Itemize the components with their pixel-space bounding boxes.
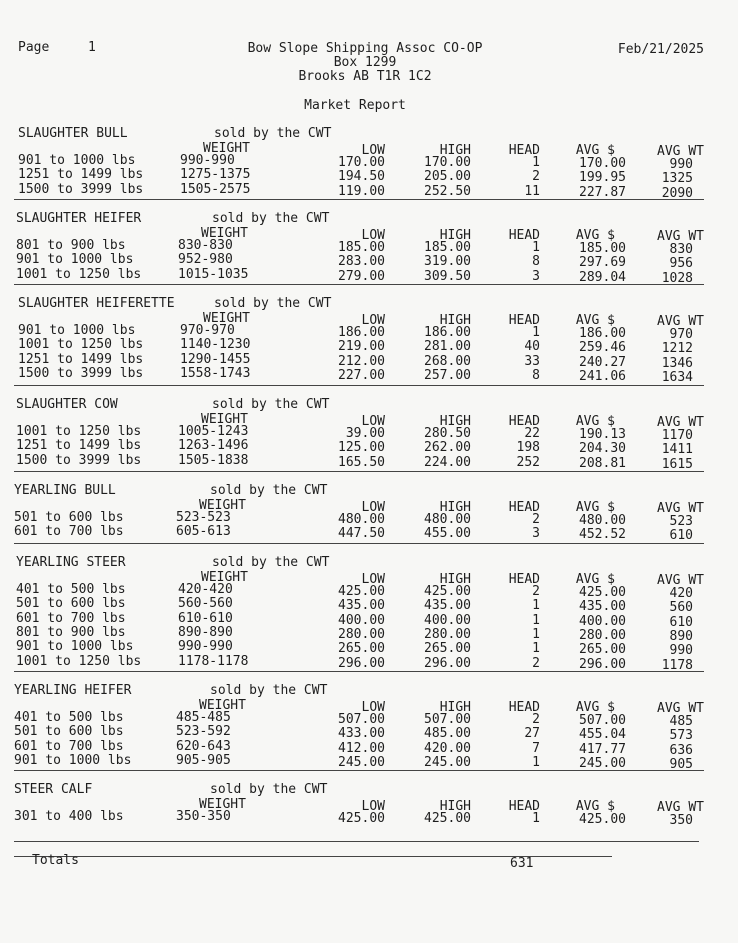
row-weight: 420-420	[178, 582, 233, 597]
col-header-weight: WEIGHT	[201, 226, 248, 241]
row-weight-range: 901 to 1000 lbs	[18, 153, 136, 168]
col-header-weight: WEIGHT	[201, 412, 248, 427]
row-weight: 1505-2575	[180, 182, 251, 197]
row-weight: 1005-1243	[178, 424, 249, 439]
row-avg-price: 170.00	[579, 156, 626, 171]
page-number: 1	[88, 40, 96, 55]
row-avg-wt: 970	[669, 327, 693, 342]
col-header-avg-price: AVG $	[575, 799, 615, 814]
sold-by-label: sold by the CWT	[210, 683, 328, 698]
col-header-avg-price: AVG $	[575, 143, 615, 158]
section-rule	[14, 671, 704, 672]
sold-by-label: sold by the CWT	[210, 782, 328, 797]
row-avg-wt: 523	[669, 514, 693, 529]
section-title: SLAUGHTER HEIFER	[16, 211, 142, 226]
row-weight: 560-560	[178, 596, 233, 611]
sold-by-label: sold by the CWT	[214, 296, 332, 311]
row-avg-price: 185.00	[579, 241, 626, 256]
section-rule	[14, 471, 704, 472]
row-high: 265.00	[424, 641, 471, 656]
row-avg-price: 190.13	[579, 427, 626, 442]
col-header-avg-price: AVG $	[575, 414, 615, 429]
row-avg-price: 227.87	[579, 185, 626, 200]
row-high: 252.50	[424, 184, 471, 199]
row-weight-range: 401 to 500 lbs	[16, 582, 126, 597]
row-high: 262.00	[424, 440, 471, 455]
col-header-head: HEAD	[508, 313, 540, 328]
row-head: 1	[532, 811, 540, 826]
sold-by-label: sold by the CWT	[212, 211, 330, 226]
row-high: 420.00	[424, 741, 471, 756]
row-high: 507.00	[424, 712, 471, 727]
report-title: Market Report	[304, 98, 406, 113]
row-high: 455.00	[424, 526, 471, 541]
section-title: YEARLING BULL	[14, 483, 116, 498]
row-avg-price: 204.30	[579, 441, 626, 456]
row-weight-range: 1251 to 1499 lbs	[18, 352, 144, 367]
row-weight: 1275-1375	[180, 167, 251, 182]
col-header-high: HIGH	[439, 500, 471, 515]
row-head: 2	[532, 169, 540, 184]
row-avg-wt: 485	[669, 714, 693, 729]
col-header-head: HEAD	[508, 799, 540, 814]
row-low: 119.00	[338, 184, 385, 199]
row-low: 447.50	[338, 526, 385, 541]
row-weight: 610-610	[178, 611, 233, 626]
col-header-avg-wt: AVG WT	[657, 229, 704, 244]
totals-rule	[14, 841, 699, 842]
row-avg-wt: 1212	[661, 341, 693, 356]
row-weight: 1290-1455	[180, 352, 251, 367]
row-avg-price: 400.00	[579, 614, 626, 629]
row-avg-price: 417.77	[579, 742, 626, 757]
row-head: 1	[532, 627, 540, 642]
col-header-avg-price: AVG $	[575, 700, 615, 715]
row-avg-price: 199.95	[579, 170, 626, 185]
row-high: 205.00	[424, 169, 471, 184]
row-avg-price: 245.00	[579, 756, 626, 771]
row-weight-range: 1500 to 3999 lbs	[18, 366, 144, 381]
row-avg-wt: 610	[669, 615, 693, 630]
row-head: 2	[532, 512, 540, 527]
row-avg-wt: 420	[669, 586, 693, 601]
row-high: 435.00	[424, 598, 471, 613]
col-header-low: LOW	[361, 143, 385, 158]
row-low: 265.00	[338, 641, 385, 656]
col-header-avg-wt: AVG WT	[657, 701, 704, 716]
col-header-high: HIGH	[439, 313, 471, 328]
row-avg-price: 425.00	[579, 585, 626, 600]
row-avg-price: 435.00	[579, 599, 626, 614]
row-head: 1	[532, 240, 540, 255]
row-avg-price: 296.00	[579, 657, 626, 672]
row-weight: 952-980	[178, 252, 233, 267]
row-low: 400.00	[338, 613, 385, 628]
row-avg-price: 289.04	[579, 270, 626, 285]
col-header-low: LOW	[361, 799, 385, 814]
row-head: 3	[532, 526, 540, 541]
col-header-low: LOW	[361, 228, 385, 243]
row-low: 425.00	[338, 584, 385, 599]
row-weight-range: 1251 to 1499 lbs	[16, 438, 142, 453]
row-avg-wt: 573	[669, 728, 693, 743]
row-weight-range: 901 to 1000 lbs	[14, 753, 132, 768]
row-avg-price: 452.52	[579, 527, 626, 542]
row-weight-range: 1500 to 3999 lbs	[16, 453, 142, 468]
row-high: 281.00	[424, 339, 471, 354]
row-avg-wt: 990	[669, 157, 693, 172]
row-head: 1	[532, 613, 540, 628]
row-high: 186.00	[424, 325, 471, 340]
row-head: 198	[516, 440, 540, 455]
row-weight-range: 401 to 500 lbs	[14, 710, 124, 725]
row-weight-range: 801 to 900 lbs	[16, 625, 126, 640]
row-head: 1	[532, 755, 540, 770]
col-header-head: HEAD	[508, 500, 540, 515]
row-low: 435.00	[338, 598, 385, 613]
row-weight-range: 1001 to 1250 lbs	[16, 424, 142, 439]
section-title: YEARLING STEER	[16, 555, 126, 570]
row-low: 412.00	[338, 741, 385, 756]
row-avg-wt: 350	[669, 813, 693, 828]
row-avg-wt: 560	[669, 600, 693, 615]
row-avg-wt: 1170	[661, 428, 693, 443]
company-address: Brooks AB T1R 1C2	[298, 69, 432, 84]
col-header-avg-price: AVG $	[575, 500, 615, 515]
section-rule	[14, 199, 704, 200]
sold-by-label: sold by the CWT	[212, 555, 330, 570]
report-date: Feb/21/2025	[617, 42, 704, 57]
col-header-weight: WEIGHT	[203, 141, 250, 156]
row-weight: 970-970	[180, 323, 235, 338]
col-header-weight: WEIGHT	[199, 498, 246, 513]
section-title: STEER CALF	[14, 782, 93, 797]
col-header-low: LOW	[361, 414, 385, 429]
row-weight: 485-485	[176, 710, 231, 725]
section-title: SLAUGHTER COW	[16, 397, 118, 412]
row-avg-wt: 1178	[661, 658, 693, 673]
row-low: 125.00	[338, 440, 385, 455]
row-low: 170.00	[338, 155, 385, 170]
row-head: 1	[532, 641, 540, 656]
row-high: 425.00	[424, 811, 471, 826]
col-header-head: HEAD	[508, 414, 540, 429]
row-head: 33	[524, 354, 540, 369]
col-header-high: HIGH	[439, 799, 471, 814]
section-title: SLAUGHTER BULL	[18, 126, 128, 141]
row-weight: 523-592	[176, 724, 231, 739]
col-header-avg-wt: AVG WT	[657, 573, 704, 588]
row-head: 2	[532, 584, 540, 599]
row-low: 185.00	[338, 240, 385, 255]
row-head: 27	[524, 726, 540, 741]
col-header-weight: WEIGHT	[203, 311, 250, 326]
row-head: 2	[532, 656, 540, 671]
row-head: 1	[532, 598, 540, 613]
col-header-high: HIGH	[439, 572, 471, 587]
row-weight: 620-643	[176, 739, 231, 754]
row-weight: 905-905	[176, 753, 231, 768]
row-weight-range: 801 to 900 lbs	[16, 238, 126, 253]
row-weight: 830-830	[178, 238, 233, 253]
row-avg-price: 208.81	[579, 456, 626, 471]
row-weight: 1263-1496	[178, 438, 249, 453]
row-avg-price: 280.00	[579, 628, 626, 643]
row-head: 8	[532, 254, 540, 269]
row-avg-wt: 610	[669, 528, 693, 543]
row-avg-wt: 905	[669, 757, 693, 772]
row-high: 257.00	[424, 368, 471, 383]
col-header-head: HEAD	[508, 700, 540, 715]
row-low: 480.00	[338, 512, 385, 527]
row-weight-range: 1251 to 1499 lbs	[18, 167, 144, 182]
row-high: 319.00	[424, 254, 471, 269]
row-head: 1	[532, 325, 540, 340]
col-header-avg-wt: AVG WT	[657, 144, 704, 159]
row-weight-range: 901 to 1000 lbs	[16, 639, 134, 654]
row-head: 7	[532, 741, 540, 756]
col-header-avg-wt: AVG WT	[657, 415, 704, 430]
row-high: 280.00	[424, 627, 471, 642]
col-header-avg-price: AVG $	[575, 572, 615, 587]
row-weight: 605-613	[176, 524, 231, 539]
col-header-head: HEAD	[508, 228, 540, 243]
row-low: 39.00	[345, 426, 385, 441]
row-low: 507.00	[338, 712, 385, 727]
row-low: 279.00	[338, 269, 385, 284]
col-header-low: LOW	[361, 313, 385, 328]
row-low: 165.50	[338, 455, 385, 470]
col-header-avg-wt: AVG WT	[657, 314, 704, 329]
row-weight: 990-990	[180, 153, 235, 168]
row-head: 11	[524, 184, 540, 199]
row-avg-price: 259.46	[579, 340, 626, 355]
row-avg-wt: 890	[669, 629, 693, 644]
row-head: 3	[532, 269, 540, 284]
row-head: 2	[532, 712, 540, 727]
row-avg-wt: 956	[669, 256, 693, 271]
section-rule	[14, 385, 704, 386]
row-weight-range: 501 to 600 lbs	[16, 596, 126, 611]
row-low: 296.00	[338, 656, 385, 671]
row-avg-wt: 636	[669, 743, 693, 758]
row-weight: 1505-1838	[178, 453, 249, 468]
section-title: SLAUGHTER HEIFERETTE	[18, 296, 175, 311]
row-high: 280.50	[424, 426, 471, 441]
row-low: 194.50	[338, 169, 385, 184]
company-box: Box 1299	[333, 55, 397, 70]
row-avg-price: 241.06	[579, 369, 626, 384]
col-header-avg-price: AVG $	[575, 313, 615, 328]
row-high: 425.00	[424, 584, 471, 599]
company-name: Bow Slope Shipping Assoc CO-OP	[247, 41, 483, 56]
row-high: 309.50	[424, 269, 471, 284]
col-header-high: HIGH	[439, 143, 471, 158]
row-head: 252	[516, 455, 540, 470]
section-rule	[14, 770, 704, 771]
row-weight-range: 501 to 600 lbs	[14, 724, 124, 739]
row-avg-wt: 990	[669, 643, 693, 658]
col-header-avg-price: AVG $	[575, 228, 615, 243]
col-header-weight: WEIGHT	[199, 797, 246, 812]
col-header-head: HEAD	[508, 143, 540, 158]
totals-label: Totals	[32, 853, 79, 868]
row-high: 185.00	[424, 240, 471, 255]
row-head: 40	[524, 339, 540, 354]
row-avg-wt: 1325	[661, 171, 693, 186]
row-avg-wt: 1346	[661, 356, 693, 371]
sold-by-label: sold by the CWT	[210, 483, 328, 498]
row-weight-range: 901 to 1000 lbs	[18, 323, 136, 338]
row-high: 245.00	[424, 755, 471, 770]
col-header-avg-wt: AVG WT	[657, 501, 704, 516]
row-head: 8	[532, 368, 540, 383]
row-weight-range: 301 to 400 lbs	[14, 809, 124, 824]
row-low: 212.00	[338, 354, 385, 369]
row-low: 186.00	[338, 325, 385, 340]
row-weight: 1015-1035	[178, 267, 249, 282]
row-high: 224.00	[424, 455, 471, 470]
row-weight: 990-990	[178, 639, 233, 654]
section-title: YEARLING HEIFER	[14, 683, 132, 698]
row-weight-range: 601 to 700 lbs	[14, 524, 124, 539]
row-head: 1	[532, 155, 540, 170]
row-high: 485.00	[424, 726, 471, 741]
row-low: 227.00	[338, 368, 385, 383]
row-avg-wt: 1615	[661, 457, 693, 472]
row-avg-wt: 1634	[661, 370, 693, 385]
row-avg-price: 507.00	[579, 713, 626, 728]
row-avg-price: 186.00	[579, 326, 626, 341]
row-weight: 350-350	[176, 809, 231, 824]
row-low: 425.00	[338, 811, 385, 826]
row-weight: 1178-1178	[178, 654, 249, 669]
row-weight-range: 501 to 600 lbs	[14, 510, 124, 525]
row-weight: 523-523	[176, 510, 231, 525]
row-low: 280.00	[338, 627, 385, 642]
totals-head: 631	[510, 856, 534, 871]
row-avg-price: 455.04	[579, 727, 626, 742]
row-low: 283.00	[338, 254, 385, 269]
section-rule	[14, 543, 704, 544]
row-weight-range: 1001 to 1250 lbs	[16, 267, 142, 282]
row-high: 296.00	[424, 656, 471, 671]
row-high: 170.00	[424, 155, 471, 170]
row-avg-wt: 830	[669, 242, 693, 257]
row-weight-range: 601 to 700 lbs	[16, 611, 126, 626]
row-avg-wt: 2090	[661, 186, 693, 201]
col-header-high: HIGH	[439, 414, 471, 429]
section-rule	[14, 284, 704, 285]
row-avg-price: 240.27	[579, 355, 626, 370]
col-header-low: LOW	[361, 500, 385, 515]
row-weight-range: 1500 to 3999 lbs	[18, 182, 144, 197]
row-avg-price: 480.00	[579, 513, 626, 528]
col-header-weight: WEIGHT	[199, 698, 246, 713]
col-header-weight: WEIGHT	[201, 570, 248, 585]
row-avg-wt: 1028	[661, 271, 693, 286]
row-high: 400.00	[424, 613, 471, 628]
row-weight-range: 1001 to 1250 lbs	[16, 654, 142, 669]
row-head: 22	[524, 426, 540, 441]
sold-by-label: sold by the CWT	[214, 126, 332, 141]
row-weight-range: 601 to 700 lbs	[14, 739, 124, 754]
col-header-low: LOW	[361, 572, 385, 587]
page-label: Page	[18, 40, 50, 55]
row-high: 480.00	[424, 512, 471, 527]
row-avg-price: 297.69	[579, 255, 626, 270]
col-header-high: HIGH	[439, 700, 471, 715]
row-avg-price: 425.00	[579, 812, 626, 827]
row-low: 219.00	[338, 339, 385, 354]
row-weight: 890-890	[178, 625, 233, 640]
row-avg-wt: 1411	[661, 442, 693, 457]
row-weight-range: 1001 to 1250 lbs	[18, 337, 144, 352]
col-header-avg-wt: AVG WT	[657, 800, 704, 815]
row-low: 433.00	[338, 726, 385, 741]
col-header-high: HIGH	[439, 228, 471, 243]
row-low: 245.00	[338, 755, 385, 770]
col-header-head: HEAD	[508, 572, 540, 587]
row-avg-price: 265.00	[579, 642, 626, 657]
sold-by-label: sold by the CWT	[212, 397, 330, 412]
row-weight-range: 901 to 1000 lbs	[16, 252, 134, 267]
row-weight: 1140-1230	[180, 337, 251, 352]
row-weight: 1558-1743	[180, 366, 251, 381]
col-header-low: LOW	[361, 700, 385, 715]
row-high: 268.00	[424, 354, 471, 369]
